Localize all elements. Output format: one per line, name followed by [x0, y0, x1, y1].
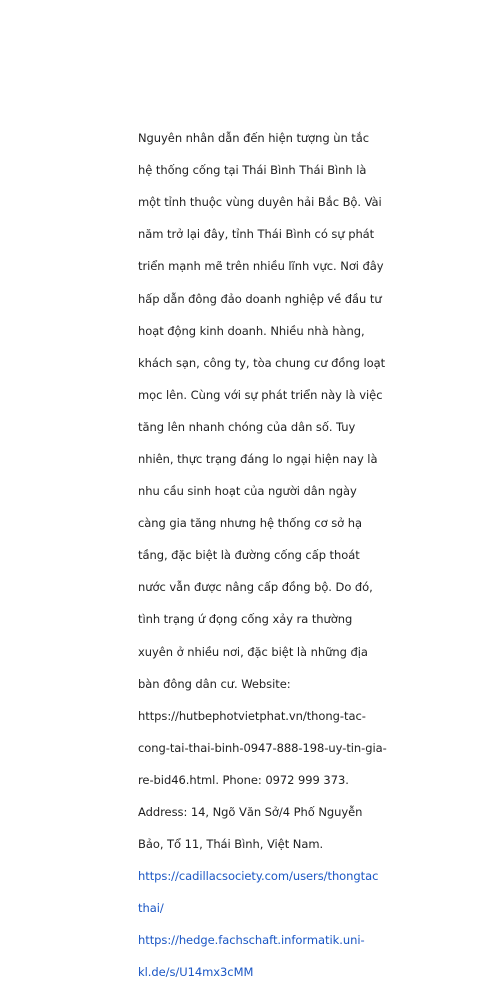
article-line: nhiên, thực trạng đáng lo ngại hiện nay là	[138, 451, 378, 466]
link-cadillacsociety-continued[interactable]: thai/	[138, 901, 164, 916]
article-line: càng gia tăng nhưng hệ thống cơ sở hạ	[138, 516, 363, 531]
article-line: tình trạng ứ đọng cống xảy ra thường	[138, 612, 353, 627]
article-line: xuyên ở nhiều nơi, đặc biệt là những địa	[138, 644, 368, 659]
article-line: nước vẫn được nâng cấp đồng bộ. Do đó,	[138, 580, 373, 595]
article-line: hấp dẫn đông đảo doanh nghiệp về đầu tư	[138, 291, 382, 306]
article-line: khách sạn, công ty, tòa chung cư đồng loạt	[138, 355, 386, 370]
article-line: Nguyên nhân dẫn đến hiện tượng ùn tắc	[138, 131, 370, 146]
article-line: Address: 14, Ngõ Văn Sở/4 Phố Nguyễn	[138, 805, 363, 820]
article-line: hoạt động kinh doanh. Nhiều nhà hàng,	[138, 323, 365, 338]
article-line: tăng lên nhanh chóng của dân số. Tuy	[138, 419, 356, 434]
link-hedge-fachschaft[interactable]: https://hedge.fachschaft.informatik.uni-	[138, 933, 365, 948]
article-line: hệ thống cống tại Thái Bình Thái Bình là	[138, 163, 367, 178]
article-line: mọc lên. Cùng với sự phát triển này là việc	[138, 387, 383, 402]
article-line: https://hutbephotvietphat.vn/thong-tac-	[138, 708, 366, 723]
link-cadillacsociety[interactable]: https://cadillacsociety.com/users/thongtac	[138, 869, 379, 884]
article-line: năm trở lại đây, tỉnh Thái Bình có sự phát	[138, 227, 375, 242]
article-body	[138, 114, 387, 997]
article-line: nhu cầu sinh hoạt của người dân ngày	[138, 484, 357, 499]
article-line: bàn đông dân cư. Website:	[138, 676, 291, 691]
article-line: cong-tai-thai-binh-0947-888-198-uy-tin-gia-	[138, 740, 387, 755]
article-line: Bảo, Tổ 11, Thái Bình, Việt Nam.	[138, 837, 324, 852]
article-line: tầng, đặc biệt là đường cống cấp thoát	[138, 548, 360, 563]
article-line: một tỉnh thuộc vùng duyên hải Bắc Bộ. Vài	[138, 195, 382, 210]
link-hedge-fachschaft-continued[interactable]: kl.de/s/U14mx3cMM	[138, 965, 254, 980]
article-line: re-bid46.html. Phone: 0972 999 373.	[138, 772, 349, 787]
article-line: triển mạnh mẽ trên nhiều lĩnh vực. Nơi đây	[138, 259, 384, 274]
